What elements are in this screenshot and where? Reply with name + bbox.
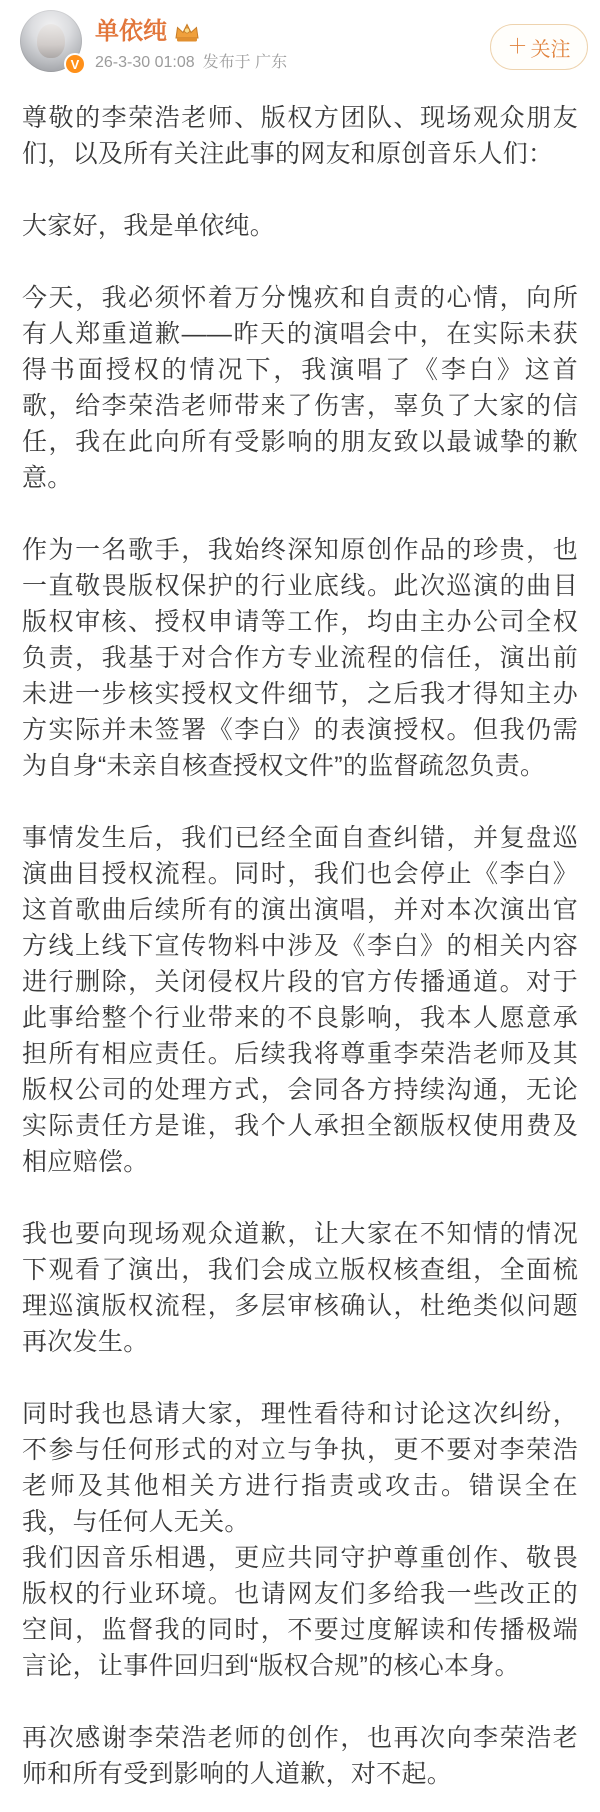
- paragraph-intro: 大家好，我是单依纯。: [22, 212, 276, 240]
- timestamp: 26-3-30 01:08: [95, 54, 195, 71]
- follow-label: 关注: [530, 38, 571, 61]
- avatar[interactable]: [20, 10, 82, 72]
- post-header: [0, 0, 600, 88]
- paragraph-explanation: 作为一名歌手，我始终深知原创作品的珍贵，也一直敬畏版权保护的行业底线。此次巡演的曲目版权审核、授权申请等工作，均由主办公司全权负责，我基于对合作方专业流程的信任，演出前未进一步核实授权文件细节，之后我才得知主办方实际并未签署《李白》的表演授权。但我仍需为自身“未亲自核查授权文件”的监督疏忽负责。: [22, 536, 578, 780]
- username[interactable]: 单依纯: [95, 18, 167, 45]
- paragraph-community: 我们因音乐相遇，更应共同守护尊重创作、敬畏版权的行业环境。也请网友们多给我一些改正的空间，监督我的同时，不要过度解读和传播极端言论，让事件回归到“版权合规”的核心本身。: [22, 1544, 578, 1680]
- paragraph-audience-apology: 我也要向现场观众道歉，让大家在不知情的情况下观看了演出，我们会成立版权核查组，全面梳理巡演版权流程，多层审核确认，杜绝类似问题再次发生。: [22, 1220, 578, 1356]
- follow-button[interactable]: [490, 24, 588, 70]
- post-content: [0, 88, 600, 1812]
- plus-icon: ＋: [507, 36, 528, 58]
- paragraph-measures: 事情发生后，我们已经全面自查纠错，并复盘巡演曲目授权流程。同时，我们也会停止《李白》这首歌曲后续所有的演出演唱，并对本次演出官方线上线下宣传物料中涉及《李白》的相关内容进行删除，关闭侵权片段的官方传播通道。对于此事给整个行业带来的不良影响，我本人愿意承担所有相应责任。后续我将尊重李荣浩老师及其版权公司的处理方式，会同各方持续沟通，无论实际责任方是谁，我个人承担全额版权使用费及相应赔偿。: [22, 824, 578, 1176]
- post-location: 发布于 广东: [202, 54, 288, 71]
- paragraph-apology: 今天，我必须怀着万分愧疚和自责的心情，向所有人郑重道歉——昨天的演唱会中，在实际未获得书面授权的情况下，我演唱了《李白》这首歌，给李荣浩老师带来了伤害，辜负了大家的信任，我在此向所有受影响的朋友致以最诚挚的歉意。: [22, 284, 578, 492]
- paragraph-salutation: 尊敬的李荣浩老师、版权方团队、现场观众朋友们，以及所有关注此事的网友和原创音乐人们：: [22, 104, 578, 168]
- verified-badge-icon: V: [64, 53, 86, 75]
- vip-crown-icon: [174, 21, 200, 43]
- paragraph-appeal: 同时我也恳请大家，理性看待和讨论这次纠纷，不参与任何形式的对立与争执，更不要对李荣浩老师及其他相关方进行指责或攻击。错误全在我，与任何人无关。: [22, 1400, 578, 1536]
- paragraph-closing: 再次感谢李荣浩老师的创作，也再次向李荣浩老师和所有受到影响的人道歉，对不起。: [22, 1724, 578, 1788]
